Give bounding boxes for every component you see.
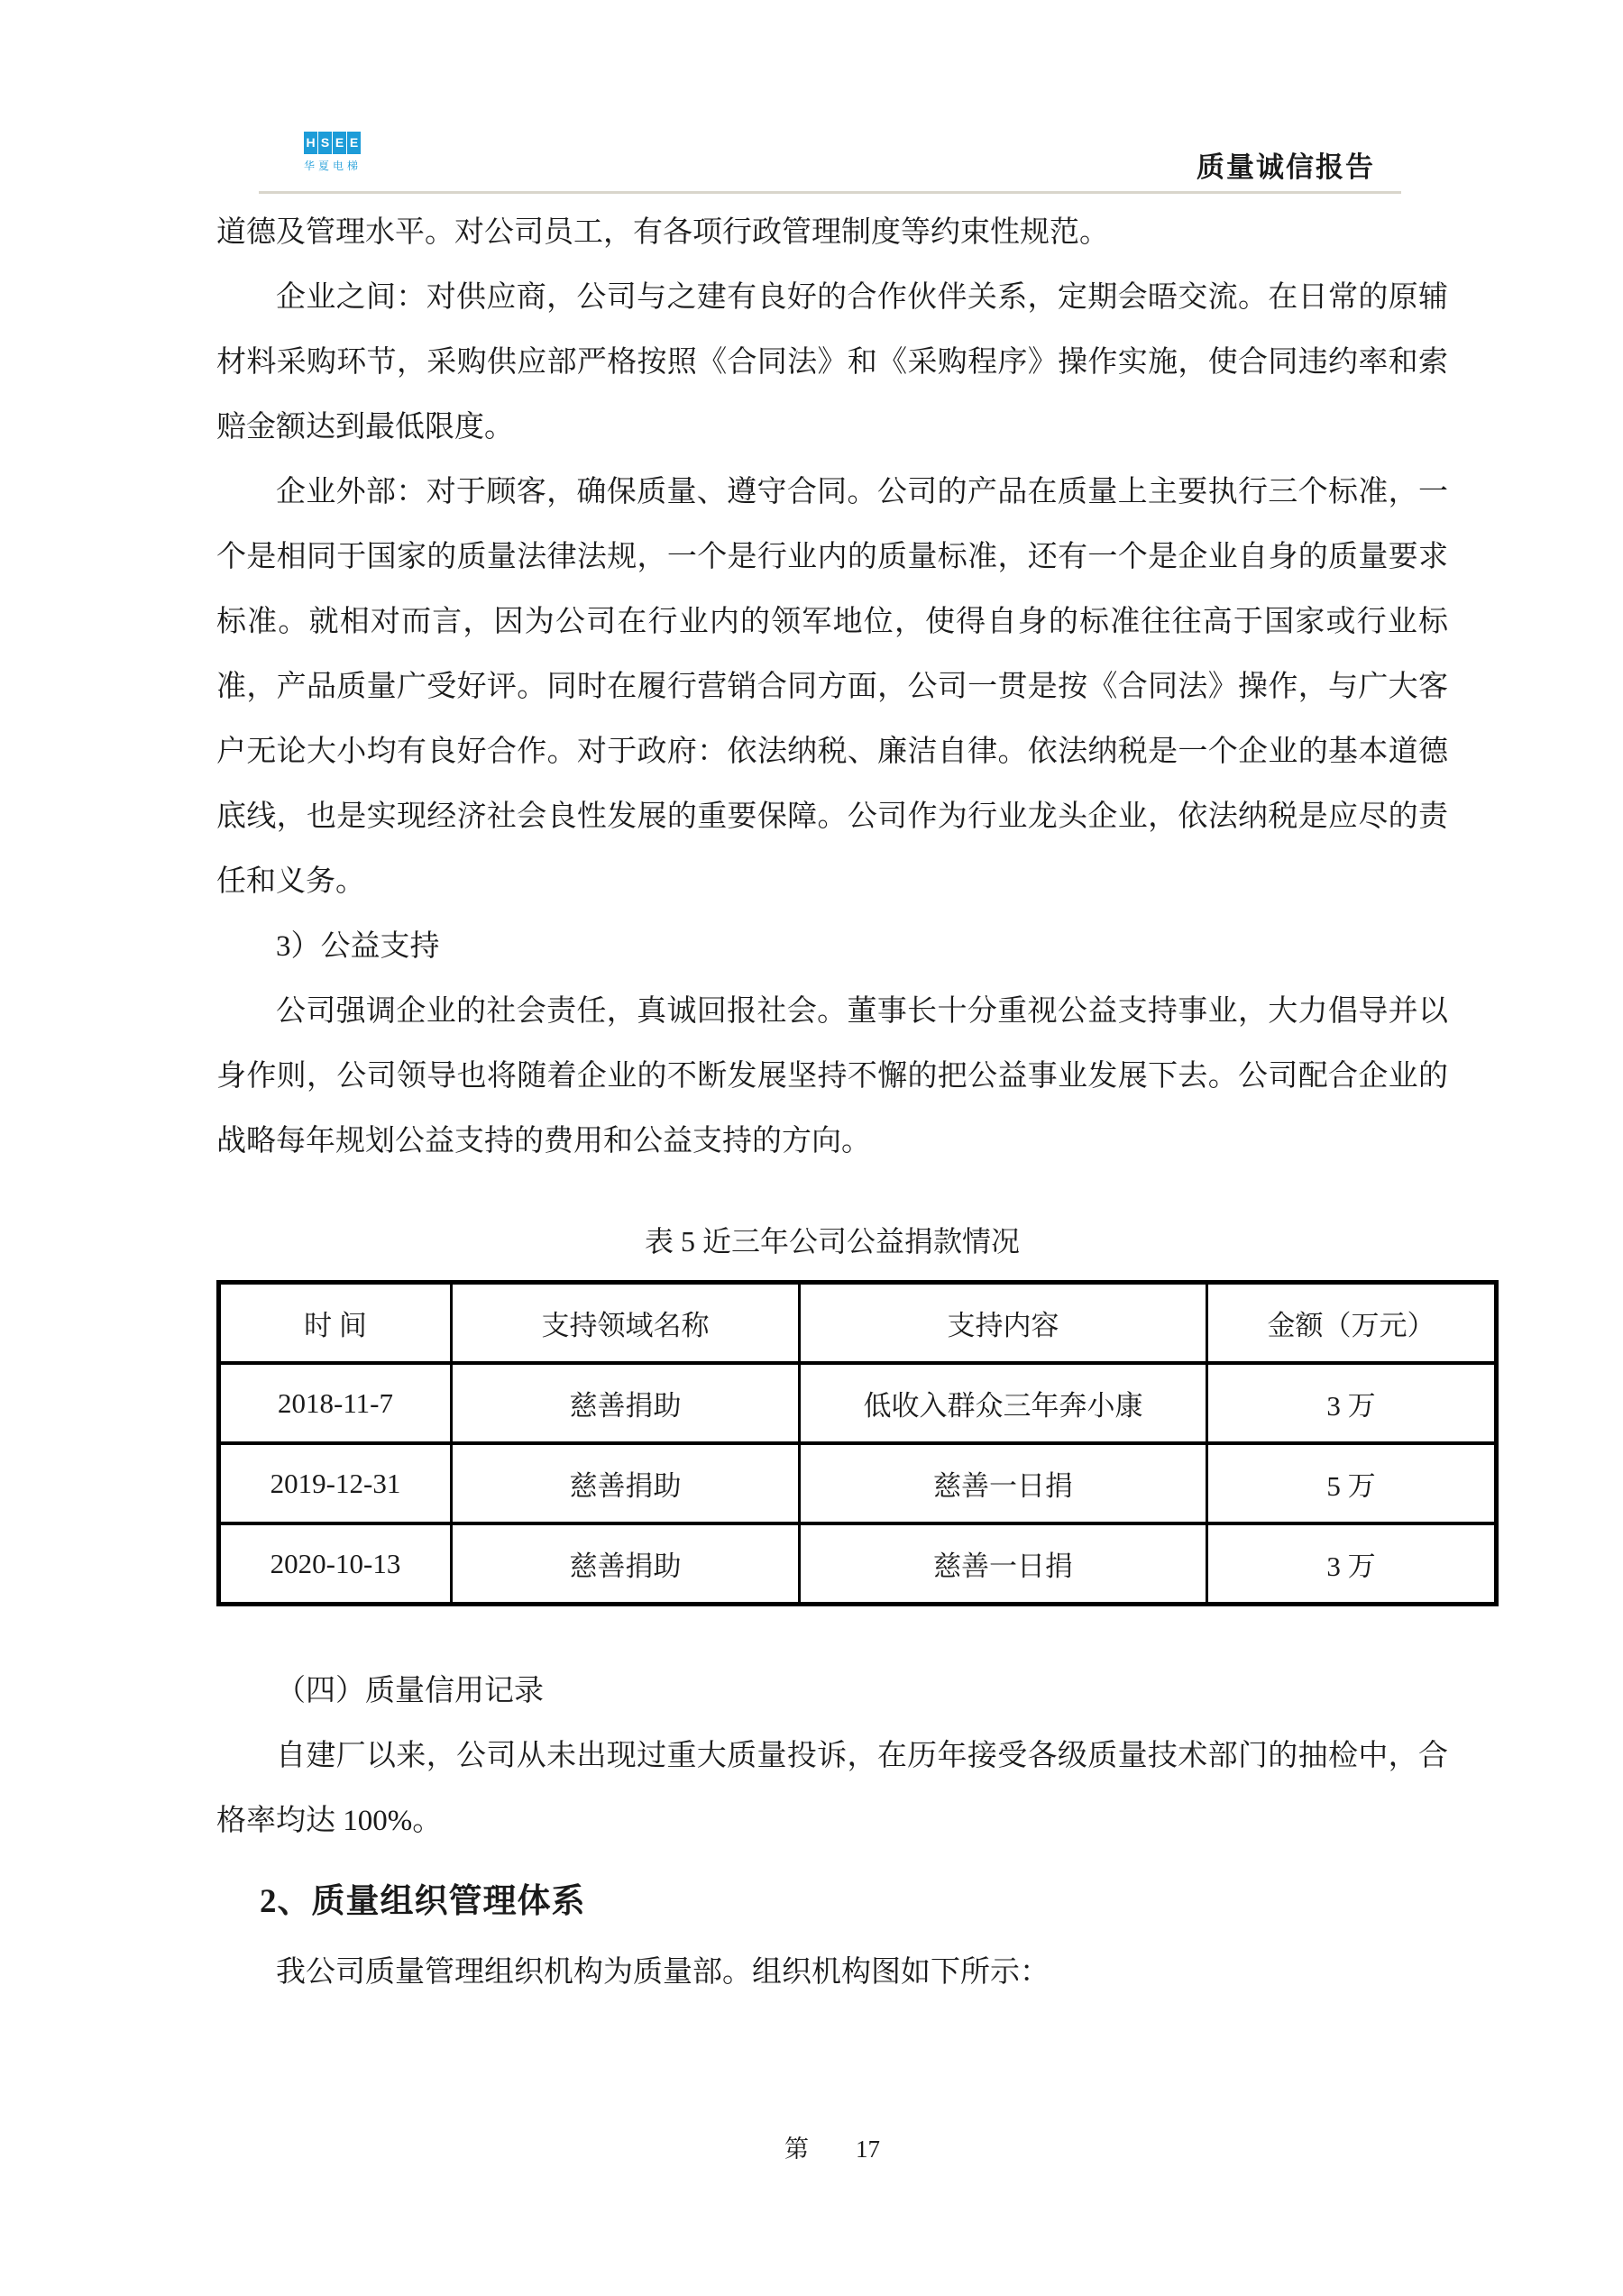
paragraph: 3）公益支持 xyxy=(276,930,440,963)
table-header-cell: 金额（万元） xyxy=(1207,1283,1497,1364)
table-cell-date: 2020-10-13 xyxy=(219,1523,452,1605)
table-header-cell: 时 间 xyxy=(219,1283,452,1364)
table-cell-amount: 3 万 xyxy=(1207,1363,1497,1443)
table-cell-field: 慈善捐助 xyxy=(452,1363,800,1443)
table-caption: 表 5 近三年公司公益捐款情况 xyxy=(644,1225,1020,1258)
quality-credit-section xyxy=(216,1659,1448,1853)
page-footer xyxy=(216,2129,1448,2164)
table-cell-field: 慈善捐助 xyxy=(452,1523,800,1605)
table-row xyxy=(219,1443,1497,1523)
paragraph: （四）质量信用记录 xyxy=(276,1675,544,1707)
table-row xyxy=(219,1363,1497,1443)
header-report-title: 质量诚信报告 xyxy=(1197,151,1375,183)
table-cell-amount: 5 万 xyxy=(1207,1443,1497,1523)
page-number: 17 xyxy=(856,2136,880,2163)
table-header-cell: 支持内容 xyxy=(800,1283,1207,1364)
logo-letter-tile: E xyxy=(333,132,346,154)
logo-letter-tile: H xyxy=(304,132,317,154)
paragraph: 我公司质量管理组织机构为质量部。组织机构图如下所示： xyxy=(276,1956,1050,1989)
paragraph: 自建厂以来，公司从未出现过重大质量投诉，在历年接受各级质量技术部门的抽检中，合格率均达 100%。 xyxy=(216,1740,1448,1837)
table-cell-content: 慈善一日捐 xyxy=(800,1523,1207,1605)
paragraph: 企业外部：对于顾客，确保质量、遵守合同。公司的产品在质量上主要执行三个标准，一个是相同于国家的质量法律法规，一个是行业内的质量标准，还有一个是企业自身的质量要求标准。就相对而言，因为公司在行业内的领军地位，使得自身的标准往往高于国家或行业标准，产品质量广受好评。同时在履行营销合同方面，公司一贯是按《合同法》操作，与广大客户无论大小均有良好合作。对于政府：依法纳税、廉洁自律。依法纳税是一个企业的基本道德底线，也是实现经济社会良性发展的重要保障。公司作为行业龙头企业，依法纳税是应尽的责任和义务。 xyxy=(216,476,1448,898)
table-row xyxy=(219,1523,1497,1605)
table-cell-field: 慈善捐助 xyxy=(452,1443,800,1523)
hsee-logo-icon xyxy=(304,132,367,154)
table-cell-date: 2018-11-7 xyxy=(219,1363,452,1443)
table-header-cell: 支持领域名称 xyxy=(452,1283,800,1364)
table-cell-amount: 3 万 xyxy=(1207,1523,1497,1605)
paragraph: 企业之间：对供应商，公司与之建有良好的合作伙伴关系，定期会晤交流。在日常的原辅材料采购环节，采购供应部严格按照《合同法》和《采购程序》操作实施，使合同违约率和索赔金额达到最低限度。 xyxy=(216,281,1448,444)
logo-letter-tile: S xyxy=(318,132,332,154)
footer-prefix: 第 xyxy=(784,2136,809,2163)
table-cell-content: 慈善一日捐 xyxy=(800,1443,1207,1523)
donation-table xyxy=(216,1280,1499,1606)
logo-subtitle: 华夏电梯 xyxy=(304,160,362,172)
company-logo xyxy=(304,132,367,173)
logo-letter-tile: E xyxy=(347,132,361,154)
table-header-row xyxy=(219,1283,1497,1364)
table-cell-date: 2019-12-31 xyxy=(219,1443,452,1523)
header-divider xyxy=(259,191,1401,194)
main-text-block xyxy=(216,200,1448,1174)
closing-text-block xyxy=(216,1940,1448,2005)
paragraph: 道德及管理水平。对公司员工，有各项行政管理制度等约束性规范。 xyxy=(216,216,1109,249)
paragraph: 公司强调企业的社会责任，真诚回报社会。董事长十分重视公益支持事业，大力倡导并以身作则，公司领导也将随着企业的不断发展坚持不懈的把公益事业发展下去。公司配合企业的战略每年规划公益支持的费用和公益支持的方向。 xyxy=(216,995,1448,1157)
section-heading: 2、质量组织管理体系 xyxy=(260,1883,586,1920)
table-cell-content: 低收入群众三年奔小康 xyxy=(800,1363,1207,1443)
